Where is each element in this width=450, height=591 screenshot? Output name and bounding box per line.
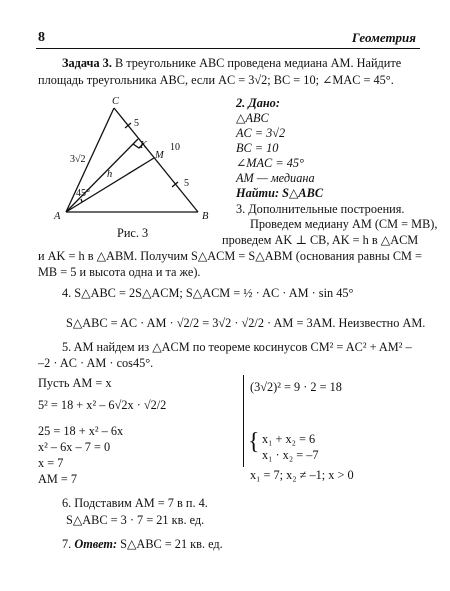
given-line-4: ∠MAC = 45° [236,156,304,170]
header-rule [36,48,420,49]
step5-line-2: –2 · AC · AM · cos45°. [38,356,154,370]
step3-line-1: Проведем медиану AM (CM = MB), [250,217,438,231]
page-number: 8 [38,30,45,45]
column-divider [243,375,244,467]
label-cm-length: 5 [134,118,139,129]
label-k: K [140,140,148,151]
given-line-3: BC = 10 [236,141,279,155]
label-mb-length: 5 [184,178,189,189]
answer-value: S△ABC = 21 кв. ед. [120,537,223,551]
angle-arc [81,199,82,202]
given-line-1: △ABC [236,111,269,125]
step7-prefix: 7. [62,537,72,551]
step4-line-1: 4. S△ABC = 2S△ACM; S△ACM = ½ · AC · AM · sin 45° [62,286,354,300]
given-title: 2. Дано: [236,96,280,110]
step5-right-4: x₁ = 7; x₂ ≠ –1; x > 0 [250,468,354,482]
median-am [66,158,154,212]
step4-line-2: S△ABC = AC · AM · √2/2 = 3√2 · √2/2 · AM = 3AM. Неизвестно AM. [66,316,426,330]
problem-line-1 [62,56,401,71]
step6-line-1: 6. Подставим AM = 7 в п. 4. [62,496,208,510]
problem-line-2: площадь треугольника ABC, если AC = 3√2; BC = 10; ∠MAC = 45°. [38,73,394,87]
label-m: M [155,150,164,161]
figure-caption: Рис. 3 [117,226,149,240]
label-a: A [54,211,61,222]
problem-label: Задача 3. [62,56,112,70]
section-title: Геометрия [351,30,416,45]
step5-right-2: x₁ + x₂ = 6 [262,432,316,446]
step3-title: 3. Дополнительные построения. [236,202,405,216]
step5-left-3: 25 = 18 + x² – 6x [38,424,124,438]
step5-left-5: x = 7 [38,456,64,470]
step6-line-2: S△ABC = 3 · 7 = 21 кв. ед. [66,513,205,527]
label-bc-length: 10 [170,142,180,153]
label-c: C [112,96,120,107]
problem-text-1: В треугольнике ABC проведена медиана AM. Найдите [114,56,402,70]
given-line-5: AM — медиана [236,171,315,185]
step5-right-3: x₁ · x₂ = –7 [262,448,319,462]
height-ak [66,139,138,212]
label-b: B [202,211,209,222]
label-ac-length: 3√2 [70,154,86,165]
step5-right-1: (3√2)² = 9 · 2 = 18 [250,380,342,394]
step3-line-2: проведем AK ⊥ CB, AK = h в △ACM [222,233,419,247]
label-h: h [107,169,113,180]
step7-line [62,537,223,552]
step5-left-1: Пусть AM = x [38,376,112,390]
system-brace: { [248,429,260,455]
given-line-2: AC = 3√2 [236,126,286,140]
triangle-drawing [52,92,224,222]
step5-line-1: 5. AM найдем из △ACM по теореме косинусов CM² = AC² + AM² – [62,340,412,354]
step3-line-3: и AK = h в △ABM. Получим S△ACM = S△ABM (основания равны CM = [38,249,422,263]
step3-line-4: MB = 5 и высота одна и та же). [38,265,201,279]
label-angle: 45° [76,188,90,199]
answer-label: Ответ: [74,537,118,551]
step5-left-6: AM = 7 [38,472,78,486]
given-find: Найти: S△ABC [236,186,324,200]
step5-left-2: 5² = 18 + x² – 6√2x · √2/2 [38,398,167,412]
step5-left-4: x² – 6x – 7 = 0 [38,440,111,454]
triangle-figure [52,92,224,222]
